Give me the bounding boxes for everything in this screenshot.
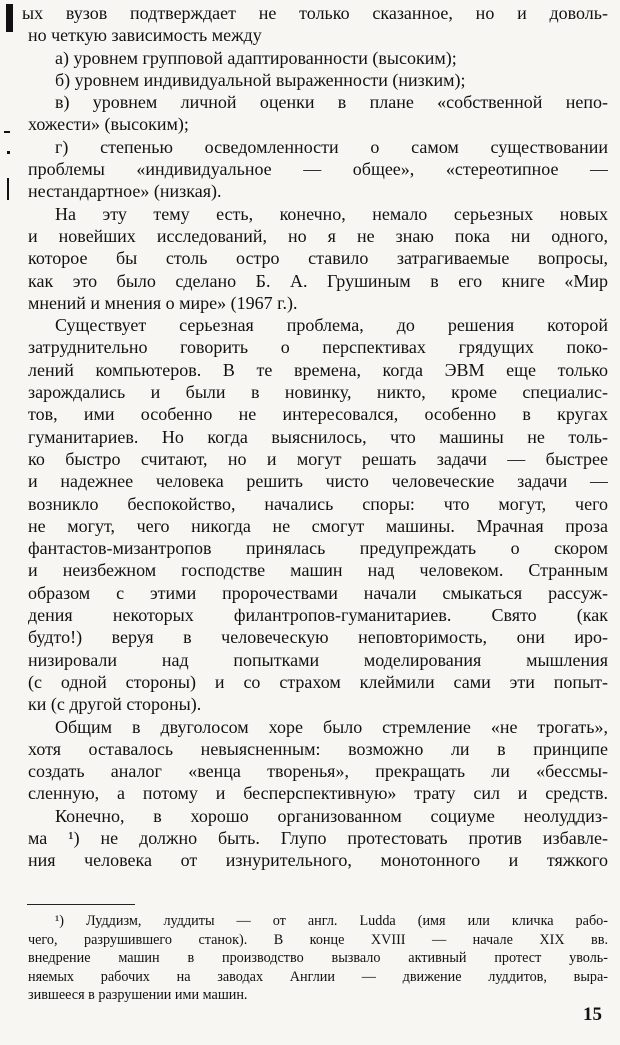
edge-mark-bar [7, 178, 9, 200]
text-line: сленную, а потому и бесперспективную» трату сил и средств. [28, 783, 608, 804]
footnote-line: чего, разрушившего станок). В конце XVIII — начале XIX вв. [28, 931, 608, 948]
text-line: хожести» (высоким); [28, 114, 189, 135]
page-number: 15 [583, 1004, 602, 1025]
footnote-line: няемых рабочих на заводах Англии — движение луддитов, выра- [28, 968, 608, 985]
text-line: будто!) веруя в человеческую неповторимость, они иро- [28, 627, 608, 648]
text-line: Общим в двуголосом хоре было стремление «не трогать», [55, 716, 608, 737]
text-line: дения некоторых филантропов-гуманитариев. Свято (как [28, 605, 608, 626]
text-line: и неизбежном господстве машин над человеком. Странным [28, 560, 608, 581]
text-line: б) уровнем индивидуальной выраженности (низким); [55, 69, 466, 90]
text-line: возникло беспокойство, начались споры: что могут, чего [28, 493, 608, 514]
text-line: На эту тему есть, конечно, немало серьезных новых [55, 203, 608, 224]
text-line: ки (с другой стороны). [28, 694, 202, 715]
text-line: не могут, чего никогда не смогут машины. Мрачная проза [28, 515, 608, 536]
text-line: гуманитариев. Но когда выяснилось, что машины не толь- [28, 426, 608, 447]
text-line: Существует серьезная проблема, до решения которой [55, 315, 608, 336]
text-line: фантастов-мизантропов принялась предупреждать о скором [28, 538, 608, 559]
footnote-line: ¹) Луддизм, луддиты — от англ. Ludda (имя или кличка рабо- [55, 913, 608, 929]
text-line: зарождались и были в новинку, никто, кроме специалис- [28, 382, 608, 403]
text-line: а) уровнем групповой адаптированности (высоким); [55, 47, 457, 68]
footnote [28, 912, 608, 1005]
text-line: ния человека от изнурительного, монотонного и тяжкого [28, 850, 608, 871]
main-text [22, 2, 608, 872]
text-line: ко быстро считают, но и могут решать задачи — быстрее [28, 448, 608, 469]
text-line: и надежнее человека решить чисто человеческие задачи — [28, 471, 608, 492]
text-line: г) степенью осведомленности о самом существовании [55, 136, 608, 157]
text-line: и новейших исследований, но я не знаю пока ни одного, [28, 225, 608, 246]
footnote-line: внедрение машин в производство вызвало активный протест уволь- [28, 950, 608, 967]
text-line: хотя оставалось невыясненным: возможно ли в принципе [28, 738, 608, 759]
text-line: создать аналог «венца творенья», прекращать ли «бессмы- [28, 761, 608, 782]
text-line: (с одной стороны) и со страхом клеймили сами эти попыт- [28, 671, 608, 692]
text-line: ых вузов подтверждает не только сказанное, но и доволь- [22, 3, 608, 23]
text-line: в) уровнем личной оценки в плане «собственной непо- [55, 92, 608, 113]
text-line: образом с этими пророчествами начали смыкаться рассуж- [28, 582, 608, 603]
text-line: лений компьютеров. В те времена, когда ЭВМ еще только [28, 359, 608, 380]
text-line: тов, ими особенно не интересовался, особенно в кругах [28, 404, 608, 425]
text-line: нестандартное» (низкая). [28, 181, 222, 202]
text-line: низировали над попытками моделирования мышления [28, 649, 608, 670]
text-line: затруднительно говорить о перспективах грядущих поко- [28, 337, 608, 358]
footnote-rule [27, 904, 135, 905]
text-line: проблемы «индивидуальное — общее», «стереотипное — [28, 159, 608, 180]
edge-mark-top [6, 4, 13, 32]
text-line: мнений и мнения о мире» (1967 г.). [28, 292, 298, 313]
text-line: Конечно, в хорошо организованном социуме неолуддиз- [55, 805, 608, 826]
text-line: ма ¹) не должно быть. Глупо протестовать против избавле- [28, 827, 608, 848]
text-line: которое бы столь остро ставило затрагиваемые вопросы, [28, 248, 608, 269]
text-line: но четкую зависимость между [28, 25, 262, 46]
edge-mark-dash [4, 131, 10, 133]
edge-mark-dot [7, 151, 10, 154]
footnote-line: зившееся в разрушении ими машин. [28, 987, 248, 1004]
text-line: как это было сделано Б. А. Грушиным в его книге «Мир [28, 270, 608, 291]
